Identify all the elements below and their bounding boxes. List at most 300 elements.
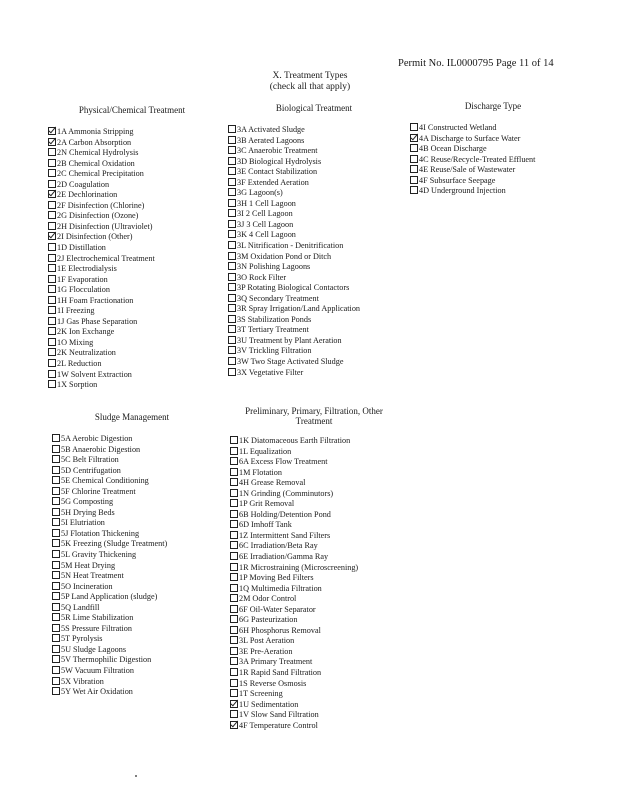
checkbox-icon[interactable] — [230, 679, 238, 687]
checkbox-icon[interactable] — [230, 605, 238, 613]
checklist-item — [52, 655, 167, 666]
checkbox-icon[interactable] — [228, 252, 236, 260]
checklist-label: 4H Grease Removal — [239, 478, 306, 488]
checklist-label: 3M Oxidation Pond or Ditch — [237, 251, 332, 261]
checked-box-icon[interactable] — [410, 134, 418, 142]
checkbox-icon[interactable] — [48, 254, 56, 262]
checklist-item — [228, 146, 360, 157]
checkbox-icon[interactable] — [52, 487, 60, 495]
checklist-item — [230, 436, 358, 447]
checklist-item — [228, 199, 360, 210]
checklist-item — [52, 455, 167, 466]
checklist-label: 5Y Wet Air Oxidation — [61, 687, 133, 697]
checkbox-icon[interactable] — [52, 655, 60, 663]
checkbox-icon[interactable] — [228, 125, 236, 133]
checkbox-icon[interactable] — [410, 155, 418, 163]
checkbox-icon[interactable] — [230, 531, 238, 539]
checklist-item — [48, 127, 155, 138]
checklist-item — [52, 508, 167, 519]
checkbox-icon[interactable] — [228, 136, 236, 144]
checklist-label: 3F Extended Aeration — [237, 177, 309, 187]
checklist-item — [48, 327, 155, 338]
checklist-label: 4B Ocean Discharge — [419, 144, 487, 154]
checklist-label: 1M Flotation — [239, 467, 282, 477]
checklist-label: 3L Nitrification - Denitrification — [237, 241, 344, 251]
section-title: X. Treatment Types — [272, 71, 348, 81]
checklist-label: 1H Foam Fractionation — [57, 295, 134, 305]
checkbox-icon[interactable] — [410, 123, 418, 131]
preliminary-heading: Preliminary, Primary, Filtration, Other Treatment — [245, 406, 383, 426]
checkbox-icon[interactable] — [48, 264, 56, 272]
checklist-label: 3D Biological Hydrolysis — [237, 156, 322, 166]
checklist-label: 2C Chemical Precipitation — [57, 169, 144, 179]
checkbox-icon[interactable] — [410, 144, 418, 152]
checklist-label: 3N Polishing Lagoons — [237, 262, 311, 272]
checkbox-icon[interactable] — [228, 188, 236, 196]
checkbox-icon[interactable] — [230, 657, 238, 665]
checklist-item — [228, 167, 360, 178]
checkbox-icon[interactable] — [228, 157, 236, 165]
checkbox-icon[interactable] — [52, 455, 60, 463]
checklist-label: 1L Equalization — [239, 446, 292, 456]
checklist-item — [410, 134, 535, 145]
checklist-item — [230, 710, 358, 721]
checklist-item — [52, 613, 167, 624]
checklist-label: 5P Land Application (sludge) — [61, 592, 158, 602]
checklist-item — [230, 700, 358, 711]
checklist-label: 4E Reuse/Sale of Wastewater — [419, 165, 516, 175]
checkbox-icon[interactable] — [230, 636, 238, 644]
checked-box-icon[interactable] — [48, 138, 56, 146]
checkbox-icon[interactable] — [228, 325, 236, 333]
biological-heading: Biological Treatment — [275, 103, 353, 113]
checklist-item — [410, 155, 535, 166]
checkbox-icon[interactable] — [230, 552, 238, 560]
checklist-label: 1N Grinding (Comminutors) — [239, 488, 334, 498]
checklist-label: 2K Neutralization — [57, 348, 116, 358]
checklist-item — [48, 243, 155, 254]
checklist-label: 1T Screening — [239, 689, 283, 699]
checkbox-icon[interactable] — [230, 436, 238, 444]
physical-heading: Physical/Chemical Treatment — [78, 105, 186, 115]
checkbox-icon[interactable] — [228, 357, 236, 365]
checklist-item — [52, 687, 167, 698]
checkbox-icon[interactable] — [228, 336, 236, 344]
checklist-label: 6H Phosphorus Removal — [239, 625, 321, 635]
checkbox-icon[interactable] — [48, 348, 56, 356]
checklist-label: 3C Anaerobic Treatment — [237, 146, 318, 156]
checklist-label: 2D Coagulation — [57, 179, 110, 189]
checked-box-icon[interactable] — [48, 190, 56, 198]
checkbox-icon[interactable] — [230, 541, 238, 549]
checklist-item — [410, 144, 535, 155]
checklist-label: 5I Elutriation — [61, 518, 105, 528]
checklist-item — [230, 573, 358, 584]
checkbox-icon[interactable] — [52, 666, 60, 674]
checklist-label: 3O Rock Filter — [237, 272, 287, 282]
checklist-item — [230, 489, 358, 500]
checkbox-icon[interactable] — [228, 262, 236, 270]
checklist-item — [228, 262, 360, 273]
checkbox-icon[interactable] — [52, 613, 60, 621]
checkbox-icon[interactable] — [228, 304, 236, 312]
checklist-label: 5R Lime Stabilization — [61, 613, 134, 623]
checkbox-icon[interactable] — [52, 603, 60, 611]
checklist-label: 5B Anaerobic Digestion — [61, 444, 141, 454]
checklist-label: 1R Rapid Sand Filtration — [239, 668, 322, 678]
checkbox-icon[interactable] — [230, 626, 238, 634]
checklist-item — [228, 273, 360, 284]
checkbox-icon[interactable] — [52, 476, 60, 484]
checklist-item — [410, 186, 535, 197]
checklist-item — [230, 657, 358, 668]
checkbox-icon[interactable] — [52, 634, 60, 642]
checklist-item — [410, 123, 535, 134]
checklist-item — [230, 468, 358, 479]
checkbox-icon[interactable] — [48, 169, 56, 177]
checkbox-icon[interactable] — [52, 434, 60, 442]
checkbox-icon[interactable] — [230, 710, 238, 718]
checkbox-icon[interactable] — [48, 296, 56, 304]
checkbox-icon[interactable] — [48, 275, 56, 283]
checkbox-icon[interactable] — [228, 241, 236, 249]
checklist-item — [230, 510, 358, 521]
checklist-label: 6F Oil-Water Separator — [239, 604, 316, 614]
checklist-item — [230, 626, 358, 637]
checklist-item — [228, 294, 360, 305]
checklist-item — [228, 304, 360, 315]
checklist-label: 5W Vacuum Filtration — [61, 666, 134, 676]
checklist-label: 3Q Secondary Treatment — [237, 293, 319, 303]
checkbox-icon[interactable] — [230, 584, 238, 592]
checkbox-icon[interactable] — [228, 209, 236, 217]
checklist-item — [52, 466, 167, 477]
checked-box-icon[interactable] — [230, 700, 238, 708]
checkbox-icon[interactable] — [230, 478, 238, 486]
checklist-label: 3E Pre-Aeration — [239, 646, 293, 656]
sludge-heading: Sludge Management — [94, 412, 170, 422]
checklist-item — [52, 561, 167, 572]
checkbox-icon[interactable] — [52, 582, 60, 590]
checklist-item — [230, 594, 358, 605]
checkbox-icon[interactable] — [48, 243, 56, 251]
checklist-label: 3B Aerated Lagoons — [237, 135, 305, 145]
checkbox-icon[interactable] — [410, 176, 418, 184]
checklist-item — [48, 370, 155, 381]
checklist-label: 2B Chemical Oxidation — [57, 158, 135, 168]
checklist-label: 1R Microstraining (Microscreening) — [239, 562, 359, 572]
checklist-item — [230, 541, 358, 552]
checkbox-icon[interactable] — [52, 497, 60, 505]
checklist-item — [230, 552, 358, 563]
checklist-item — [228, 209, 360, 220]
checklist-item — [230, 721, 358, 732]
checkbox-icon[interactable] — [410, 165, 418, 173]
checklist-item — [48, 222, 155, 233]
checkbox-icon[interactable] — [52, 561, 60, 569]
checkbox-icon[interactable] — [230, 468, 238, 476]
checkbox-icon[interactable] — [228, 283, 236, 291]
discharge-heading: Discharge Type — [464, 101, 522, 111]
checklist-label: 5T Pyrolysis — [61, 634, 103, 644]
checklist-label: 4A Discharge to Surface Water — [419, 133, 521, 143]
checklist-label: 5S Pressure Filtration — [61, 623, 132, 633]
checklist-item — [228, 157, 360, 168]
checklist-label: 1P Grit Removal — [239, 499, 295, 509]
checklist-label: 1J Gas Phase Separation — [57, 316, 138, 326]
checkbox-icon[interactable] — [228, 146, 236, 154]
checklist-item — [228, 230, 360, 241]
checklist-label: 4F Temperature Control — [239, 720, 318, 730]
checkbox-icon[interactable] — [52, 592, 60, 600]
checklist-item — [48, 338, 155, 349]
checklist-item — [228, 188, 360, 199]
checklist-item — [228, 315, 360, 326]
checklist-label: 6A Excess Flow Treatment — [239, 457, 328, 467]
checkbox-icon[interactable] — [52, 624, 60, 632]
checkbox-icon[interactable] — [230, 447, 238, 455]
checklist-label: 5E Chemical Conditioning — [61, 476, 149, 486]
checklist-item — [48, 211, 155, 222]
checkbox-icon[interactable] — [52, 687, 60, 695]
checkbox-icon[interactable] — [48, 338, 56, 346]
checklist-label: 5A Aerobic Digestion — [61, 434, 133, 443]
checkbox-icon[interactable] — [228, 220, 236, 228]
checkbox-icon[interactable] — [228, 368, 236, 376]
physical-list — [48, 127, 155, 391]
checklist-label: 2F Disinfection (Chlorine) — [57, 200, 145, 210]
checkbox-icon[interactable] — [52, 445, 60, 453]
discharge-list — [410, 123, 535, 197]
checklist-item — [230, 689, 358, 700]
checklist-label: 1A Ammonia Stripping — [57, 127, 134, 136]
checklist-label: 2N Chemical Hydrolysis — [57, 148, 139, 158]
checklist-label: 5H Drying Beds — [61, 507, 115, 517]
checklist-item — [52, 634, 167, 645]
checklist-label: 5J Flotation Thickening — [61, 528, 140, 538]
checked-box-icon[interactable] — [48, 232, 56, 240]
checked-box-icon[interactable] — [48, 127, 56, 135]
checkbox-icon[interactable] — [230, 563, 238, 571]
checklist-label: 1X Sorption — [57, 380, 98, 390]
checklist-item — [48, 264, 155, 275]
checklist-label: 5U Sludge Lagoons — [61, 644, 127, 654]
checklist-label: 3K 4 Cell Lagoon — [237, 230, 296, 240]
checkbox-icon[interactable] — [230, 520, 238, 528]
checklist-label: 2H Disinfection (Ultraviolet) — [57, 221, 153, 231]
checklist-item — [228, 336, 360, 347]
checkbox-icon[interactable] — [230, 510, 238, 518]
checked-box-icon[interactable] — [230, 721, 238, 729]
checklist-item — [410, 165, 535, 176]
section-title-block — [250, 71, 370, 93]
checkbox-icon[interactable] — [52, 539, 60, 547]
checkbox-icon[interactable] — [52, 529, 60, 537]
checklist-item — [52, 539, 167, 550]
checkbox-icon[interactable] — [228, 230, 236, 238]
checklist-label: 5V Thermophilic Digestion — [61, 655, 152, 665]
checklist-item — [48, 285, 155, 296]
checklist-item — [52, 645, 167, 656]
checklist-label: 3U Treatment by Plant Aeration — [237, 335, 342, 345]
checkbox-icon[interactable] — [48, 306, 56, 314]
biological-list — [228, 125, 360, 378]
checklist-label: 3H 1 Cell Lagoon — [237, 198, 296, 208]
checklist-label: 3R Spray Irrigation/Land Application — [237, 304, 361, 314]
checkbox-icon[interactable] — [228, 294, 236, 302]
checklist-item — [228, 357, 360, 368]
checkbox-icon[interactable] — [48, 327, 56, 335]
checklist-item — [230, 647, 358, 658]
checklist-label: 1D Distillation — [57, 243, 106, 253]
checkbox-icon[interactable] — [48, 317, 56, 325]
checklist-item — [48, 201, 155, 212]
checkbox-icon[interactable] — [48, 201, 56, 209]
checklist-item — [48, 138, 155, 149]
checkbox-icon[interactable] — [48, 211, 56, 219]
checkbox-icon[interactable] — [52, 466, 60, 474]
checkbox-icon[interactable] — [230, 594, 238, 602]
checklist-item — [230, 563, 358, 574]
checklist-label: 2M Odor Control — [239, 594, 297, 604]
checklist-item — [48, 317, 155, 328]
checklist-item — [228, 125, 360, 136]
checkbox-icon[interactable] — [48, 285, 56, 293]
checklist-label: 1S Reverse Osmosis — [239, 678, 307, 688]
checklist-label: 4C Reuse/Recycle-Treated Effluent — [419, 154, 536, 164]
checklist-item — [230, 668, 358, 679]
permit-number: Permit No. IL0000795 Page 11 of 14 — [398, 58, 554, 69]
checklist-label: 5F Chlorine Treatment — [61, 486, 136, 496]
section-subtitle: (check all that apply) — [269, 82, 351, 92]
checklist-label: 1V Slow Sand Filtration — [239, 710, 319, 720]
checklist-label: 2I Disinfection (Other) — [57, 232, 133, 242]
checklist-label: 3I 2 Cell Lagoon — [237, 209, 293, 219]
scan-speck — [135, 775, 137, 777]
sludge-list — [52, 434, 167, 698]
checklist-item — [52, 529, 167, 540]
checklist-label: 3L Post Aeration — [239, 636, 295, 646]
checklist-item — [228, 220, 360, 231]
checkbox-icon[interactable] — [410, 186, 418, 194]
checkbox-icon[interactable] — [228, 167, 236, 175]
checkbox-icon[interactable] — [230, 668, 238, 676]
checklist-label: 4I Constructed Wetland — [419, 123, 497, 132]
checklist-label: 1O Mixing — [57, 337, 94, 347]
checklist-label: 3X Vegetative Filter — [237, 367, 304, 377]
checklist-label: 2E Dechlorination — [57, 190, 118, 200]
checkbox-icon[interactable] — [228, 315, 236, 323]
checklist-label: 5M Heat Drying — [61, 560, 116, 570]
checklist-label: 5K Freezing (Sludge Treatment) — [61, 539, 168, 549]
preliminary-list — [230, 436, 358, 731]
checklist-item — [48, 296, 155, 307]
checklist-item — [52, 582, 167, 593]
checklist-item — [230, 531, 358, 542]
checkbox-icon[interactable] — [48, 159, 56, 167]
checklist-item — [230, 679, 358, 690]
checkbox-icon[interactable] — [48, 180, 56, 188]
checklist-item — [48, 348, 155, 359]
checklist-item — [48, 380, 155, 391]
checkbox-icon[interactable] — [48, 380, 56, 388]
checklist-label: 5L Gravity Thickening — [61, 550, 137, 560]
checklist-item — [52, 624, 167, 635]
checklist-item — [228, 252, 360, 263]
checklist-item — [48, 275, 155, 286]
checklist-item — [52, 666, 167, 677]
checklist-item — [52, 497, 167, 508]
checkbox-icon[interactable] — [230, 573, 238, 581]
checklist-item — [48, 169, 155, 180]
checkbox-icon[interactable] — [52, 550, 60, 558]
checklist-item — [230, 499, 358, 510]
checklist-label: 3A Primary Treatment — [239, 657, 313, 667]
checklist-item — [52, 571, 167, 582]
checkbox-icon[interactable] — [230, 689, 238, 697]
checklist-item — [48, 148, 155, 159]
checkbox-icon[interactable] — [48, 148, 56, 156]
checklist-item — [230, 636, 358, 647]
checklist-item — [48, 190, 155, 201]
checklist-item — [52, 592, 167, 603]
checkbox-icon[interactable] — [52, 518, 60, 526]
checkbox-icon[interactable] — [52, 677, 60, 685]
checklist-label: 1Z Intermittent Sand Filters — [239, 530, 331, 540]
checklist-label: 6E Irradiation/Gamma Ray — [239, 552, 329, 562]
checkbox-icon[interactable] — [230, 647, 238, 655]
checkbox-icon[interactable] — [228, 273, 236, 281]
checklist-item — [228, 178, 360, 189]
checklist-item — [228, 325, 360, 336]
checkbox-icon[interactable] — [228, 346, 236, 354]
checklist-label: 3P Rotating Biological Contactors — [237, 283, 350, 293]
checkbox-icon[interactable] — [230, 615, 238, 623]
checklist-item — [230, 584, 358, 595]
checkbox-icon[interactable] — [230, 499, 238, 507]
checklist-label: 1Q Multimedia Filtration — [239, 583, 322, 593]
checkbox-icon[interactable] — [228, 178, 236, 186]
checklist-label: 4D Underground Injection — [419, 186, 506, 196]
checklist-item — [48, 232, 155, 243]
checklist-item — [52, 603, 167, 614]
checklist-label: 3V Trickling Filtration — [237, 346, 312, 356]
checklist-label: 3T Tertiary Treatment — [237, 325, 309, 335]
checkbox-icon[interactable] — [52, 508, 60, 516]
checkbox-icon[interactable] — [52, 571, 60, 579]
checkbox-icon[interactable] — [230, 489, 238, 497]
checklist-item — [230, 447, 358, 458]
checklist-label: 6C Irradiation/Beta Ray — [239, 541, 318, 551]
checklist-item — [52, 677, 167, 688]
checkbox-icon[interactable] — [48, 359, 56, 367]
checklist-label: 5G Composting — [61, 497, 114, 507]
checklist-label: 5Q Landfill — [61, 602, 100, 612]
checklist-label: 3S Stabilization Ponds — [237, 314, 312, 324]
checklist-label: 3G Lagoon(s) — [237, 188, 283, 198]
checklist-label: 6D Imhoff Tank — [239, 520, 292, 530]
checkbox-icon[interactable] — [48, 370, 56, 378]
checklist-label: 5C Belt Filtration — [61, 455, 119, 465]
checklist-item — [48, 159, 155, 170]
checkbox-icon[interactable] — [228, 199, 236, 207]
checklist-item — [230, 520, 358, 531]
checklist-item — [230, 605, 358, 616]
checklist-label: 5X Vibration — [61, 676, 104, 686]
checkbox-icon[interactable] — [230, 457, 238, 465]
checklist-item — [228, 346, 360, 357]
checkbox-icon[interactable] — [52, 645, 60, 653]
